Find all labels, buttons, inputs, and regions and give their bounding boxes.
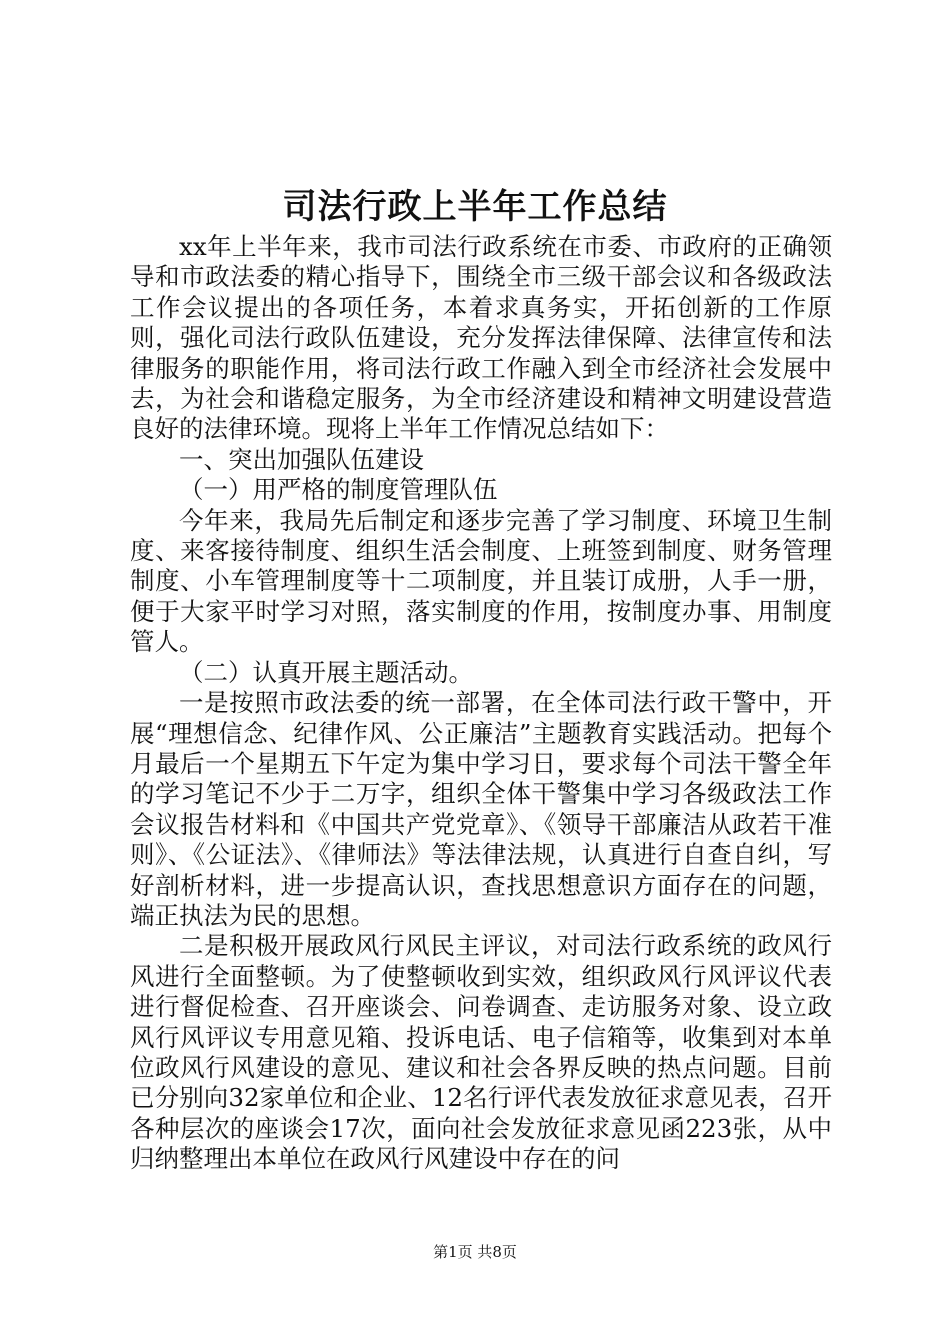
section-heading-1: 一、突出加强队伍建设: [179, 444, 424, 474]
document-body: [130, 232, 832, 1175]
body-paragraph: 今年来，我局先后制定和逐步完善了学习制度、环境卫生制度、来客接待制度、组织生活会制度、上班签到制度、财务管理制度、小车管理制度等十二项制度，并且装订成册，人手一册，便于大家平时学习对照，落实制度的作用，按制度办事、用制度管人。: [130, 505, 832, 657]
document-title: 司法行政上半年工作总结: [282, 187, 668, 227]
intro-paragraph: xx年上半年来，我市司法行政系统在市委、市政府的正确领导和市政法委的精心指导下，围绕全市三级干部会议和各级政法工作会议提出的各项任务，本着求真务实，开拓创新的工作原则，强化司法行政队伍建设，充分发挥法律保障、法律宣传和法律服务的职能作用，将司法行政工作融入到全市经济社会发展中去，为社会和谐稳定服务，为全市经济建设和精神文明建设营造良好的法律环境。现将上半年工作情况总结如下：: [130, 232, 832, 444]
subsection-heading-1: （一）用严格的制度管理队伍: [179, 475, 498, 505]
body-paragraph: 二是积极开展政风行风民主评议，对司法行政系统的政风行风进行全面整顿。为了使整顿收到实效，组织政风行风评议代表进行督促检查、召开座谈会、问卷调查、走访服务对象、设立政风行风评议专用意见箱、投诉电话、电子信箱等，收集到对本单位政风行风建设的意见、建议和社会各界反映的热点问题。目前已分别向32家单位和企业、12名行评代表发放征求意见表，召开各种层次的座谈会17次，面向社会发放征求意见函223张，从中归纳整理出本单位在政风行风建设中存在的问: [130, 931, 832, 1174]
subsection-heading-2: （二）认真开展主题活动。: [179, 657, 473, 687]
page-number-footer: 第1页 共8页: [433, 1243, 517, 1261]
body-paragraph: 一是按照市政法委的统一部署，在全体司法行政干警中，开展“理想信念、纪律作风、公正廉洁”主题教育实践活动。把每个月最后一个星期五下午定为集中学习日，要求每个司法干警全年的学习笔记不少于二万字，组织全体干警集中学习各级政法工作会议报告材料和《中国共产党党章》、《领导干部廉洁从政若干准则》、《公证法》、《律师法》等法律法规，认真进行自查自纠，写好剖析材料，进一步提高认识，查找思想意识方面存在的问题，端正执法为民的思想。: [130, 688, 832, 930]
